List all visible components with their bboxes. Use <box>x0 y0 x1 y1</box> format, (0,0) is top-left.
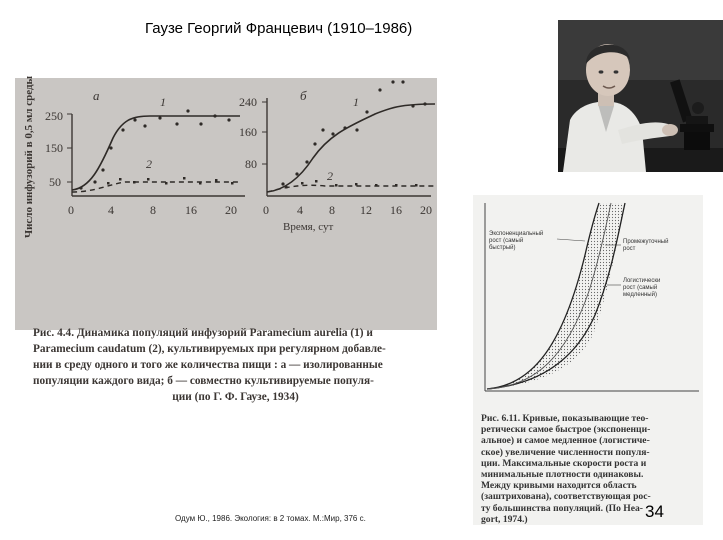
panel-b-xtick: 8 <box>329 203 335 217</box>
caption-line: ту большинства популяций. (По Hea- <box>481 502 644 514</box>
exponential-label: Экспоненциальный <box>489 231 544 237</box>
panel-a-xtick: 0 <box>68 203 74 217</box>
caption-line: Рис. 6.11. Кривые, показывающие тео- <box>481 413 649 424</box>
caption-line: ретически самое быстрое (экспоненци- <box>481 424 651 436</box>
panel-a-curve-label: 2 <box>146 157 152 171</box>
panel-b-ytick: 160 <box>239 125 257 139</box>
caption-line: популяции каждого вида; б — совместно культивируемые популя- <box>33 375 374 387</box>
panel-a-xtick: 8 <box>150 203 156 217</box>
growth-curves-scan <box>473 195 703 525</box>
caption-line: нии в среду одного и того же количества пищи : а — изолированные <box>33 359 383 371</box>
panel-b-label: б <box>300 88 307 103</box>
panel-b-xtick: 0 <box>263 203 269 217</box>
caption-line: ции. Максимальные скорости роста и <box>481 457 647 469</box>
caption-line: Рис. 4.4. Динамика популяций инфузорий Paramecium aurelia (1) и <box>33 327 373 339</box>
panel-b-xtick: 12 <box>360 203 372 217</box>
growth-curves-diagram <box>473 195 703 410</box>
panel-a-curve-label: 1 <box>160 95 166 109</box>
caption-line: (заштрихована), соответствующая рос- <box>481 491 651 503</box>
panel-a-label: а <box>93 88 100 103</box>
caption-line: Paramecium caudatum (2), культивируемых при регулярном добавле- <box>33 343 386 355</box>
x-axis-label: Время, сут <box>283 221 334 233</box>
intermediate-label: рост <box>623 246 636 252</box>
scientist-with-microscope-icon <box>558 20 723 172</box>
population-charts <box>15 75 437 330</box>
figure2-caption <box>481 413 699 525</box>
panel-b-xtick: 4 <box>297 203 303 217</box>
panel-b-ytick: 80 <box>245 157 257 171</box>
panel-b-xtick: 20 <box>420 203 432 217</box>
panel-b-ytick: 240 <box>239 95 257 109</box>
panel-a-xtick: 20 <box>225 203 237 217</box>
slide-title: Гаузе Георгий Францевич (1910–1986) <box>145 20 413 37</box>
logistic-label: медленный) <box>623 292 657 298</box>
portrait-photo <box>558 20 723 172</box>
gause-figure-scan <box>15 75 437 403</box>
y-axis-label: Число инфузорий в 0,5 мл среды <box>23 75 35 238</box>
caption-line: ское) увеличение численности популя- <box>481 446 650 458</box>
panel-a-ytick: 150 <box>45 141 63 155</box>
logistic-label: рост (самый <box>623 285 658 291</box>
logistic-label: Логистически <box>623 278 661 284</box>
caption-line: Между кривыми находится область <box>481 480 637 492</box>
panel-a-ytick: 250 <box>45 109 63 123</box>
footer-citation: Одум Ю., 1986. Экология: в 2 томах. М.:Мир, 376 с. <box>175 514 366 523</box>
page-number: 34 <box>645 502 664 521</box>
caption-line: минимальные плотности одинаковы. <box>481 469 644 481</box>
panel-a-ytick: 50 <box>49 175 61 189</box>
panel-b-curve-label: 1 <box>353 95 359 109</box>
panel-a-xtick: 4 <box>108 203 114 217</box>
exponential-label: быстрый) <box>489 245 516 251</box>
panel-b-xtick: 16 <box>390 203 402 217</box>
exponential-label: рост (самый <box>489 238 524 244</box>
panel-b-curve-label: 2 <box>327 169 333 183</box>
figure1-caption <box>33 325 438 405</box>
caption-line: ции (по Г. Ф. Гаузе, 1934) <box>172 391 299 403</box>
caption-line: альное) и самое медленное (логистиче- <box>481 435 650 447</box>
panel-a-xtick: 16 <box>185 203 197 217</box>
caption-line: gort, 1974.) <box>481 513 528 525</box>
intermediate-label: Промежуточный <box>623 239 669 245</box>
